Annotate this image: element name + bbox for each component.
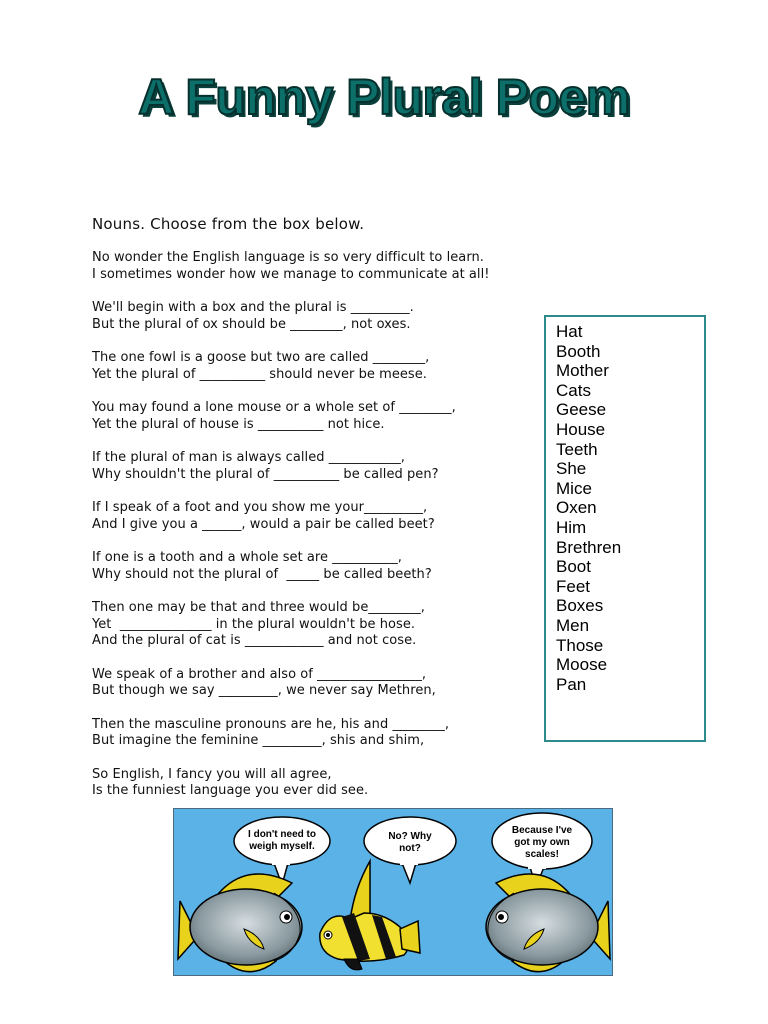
word-box-item: Cats (556, 380, 591, 400)
speech-bubble-middle (364, 817, 456, 883)
word-box-item: Him (556, 517, 587, 537)
bubble-left-line-2: weigh myself. (249, 841, 315, 852)
poem-stanza (92, 500, 532, 533)
poem-line: If I speak of a foot and you show me your_________, (92, 500, 428, 515)
instructions: Nouns. Choose from the box below. (92, 215, 365, 233)
word-box-item: Feet (556, 576, 591, 596)
poem-stanza (92, 350, 532, 383)
bubble-left-line-1: I don't need to (248, 829, 316, 840)
poem-line: Then one may be that and three would be________, (92, 600, 425, 615)
page-title: A Funny Plural Poem (138, 69, 630, 125)
word-box-item: Mice (556, 478, 592, 498)
bubble-right-line-1: Because I've (511, 825, 573, 836)
word-box-item: Oxen (556, 498, 597, 518)
bubble-middle-line-2: not? (399, 843, 421, 854)
poem-line: You may found a lone mouse or a whole set of ________, (92, 400, 456, 415)
word-box-item: House (556, 419, 606, 439)
word-box-item: Geese (556, 400, 607, 420)
poem-stanza (92, 667, 532, 700)
bubble-right-line-3: scales! (525, 849, 559, 860)
poem-line: If one is a tooth and a whole set are __________, (92, 550, 402, 565)
poem-line: We speak of a brother and also of ________________, (92, 666, 427, 682)
word-box-item: Brethren (556, 537, 622, 557)
bubble-right-line-2: got my own (514, 837, 570, 848)
poem-line: But though we say _________, we never say Methren, (92, 683, 436, 698)
poem-line: The one fowl is a goose but two are called ________, (92, 350, 430, 365)
poem-line: We'll begin with a box and the plural is _________. (92, 300, 414, 315)
word-box-item: She (556, 459, 587, 479)
poem-stanza (92, 550, 532, 583)
word-box-item: Booth (556, 341, 601, 361)
word-box (544, 315, 706, 742)
word-box-item: Mother (556, 361, 609, 381)
poem-line: Yet ______________ in the plural wouldn't be hose. (92, 616, 416, 632)
poem-line: No wonder the English language is so very difficult to learn. (92, 250, 484, 265)
word-box-item: Pan (556, 674, 587, 694)
right-fish-icon (486, 874, 610, 972)
poem-line: And the plural of cat is ____________ and not cose. (92, 633, 417, 648)
poem-line: But imagine the feminine _________, shis and shim, (92, 733, 425, 748)
middle-fish-icon (320, 861, 420, 970)
word-box-item: Boxes (556, 596, 604, 616)
poem-line: Is the funniest language you ever did see. (92, 783, 369, 798)
poem-stanza (92, 400, 532, 433)
poem-line: Why shouldn't the plural of __________ be called pen? (92, 466, 439, 482)
poem-stanza (92, 250, 532, 283)
poem-stanza (92, 717, 532, 750)
poem-line: If the plural of man is always called ___________, (92, 450, 405, 465)
left-fish-icon (178, 874, 302, 972)
word-box-item: Moose (556, 655, 608, 675)
poem-stanza (92, 767, 532, 800)
poem-stanza (92, 300, 532, 333)
poem-line: I sometimes wonder how we manage to communicate at all! (92, 266, 490, 282)
poem-line: So English, I fancy you will all agree, (92, 766, 332, 782)
poem-line: Why should not the plural of _____ be called beeth? (92, 566, 432, 582)
word-box-item: Men (556, 615, 590, 635)
poem-line: Then the masculine pronouns are he, his and ________, (92, 716, 450, 732)
word-box-item: Those (556, 635, 604, 655)
bubble-middle-line-1: No? Why (388, 831, 432, 842)
poem-line: Yet the plural of __________ should never be meese. (92, 366, 427, 382)
poem-stanza (92, 600, 532, 650)
fish-cartoon (173, 808, 613, 976)
poem-stanza (92, 450, 532, 483)
word-box-item: Hat (556, 322, 583, 341)
poem (92, 250, 532, 817)
poem-line: But the plural of ox should be ________, not oxes. (92, 316, 411, 332)
poem-line: And I give you a ______, would a pair be called beet? (92, 516, 435, 532)
poem-line: Yet the plural of house is __________ not hice. (92, 416, 385, 432)
word-box-item: Boot (556, 557, 591, 577)
word-box-item: Teeth (556, 439, 598, 459)
